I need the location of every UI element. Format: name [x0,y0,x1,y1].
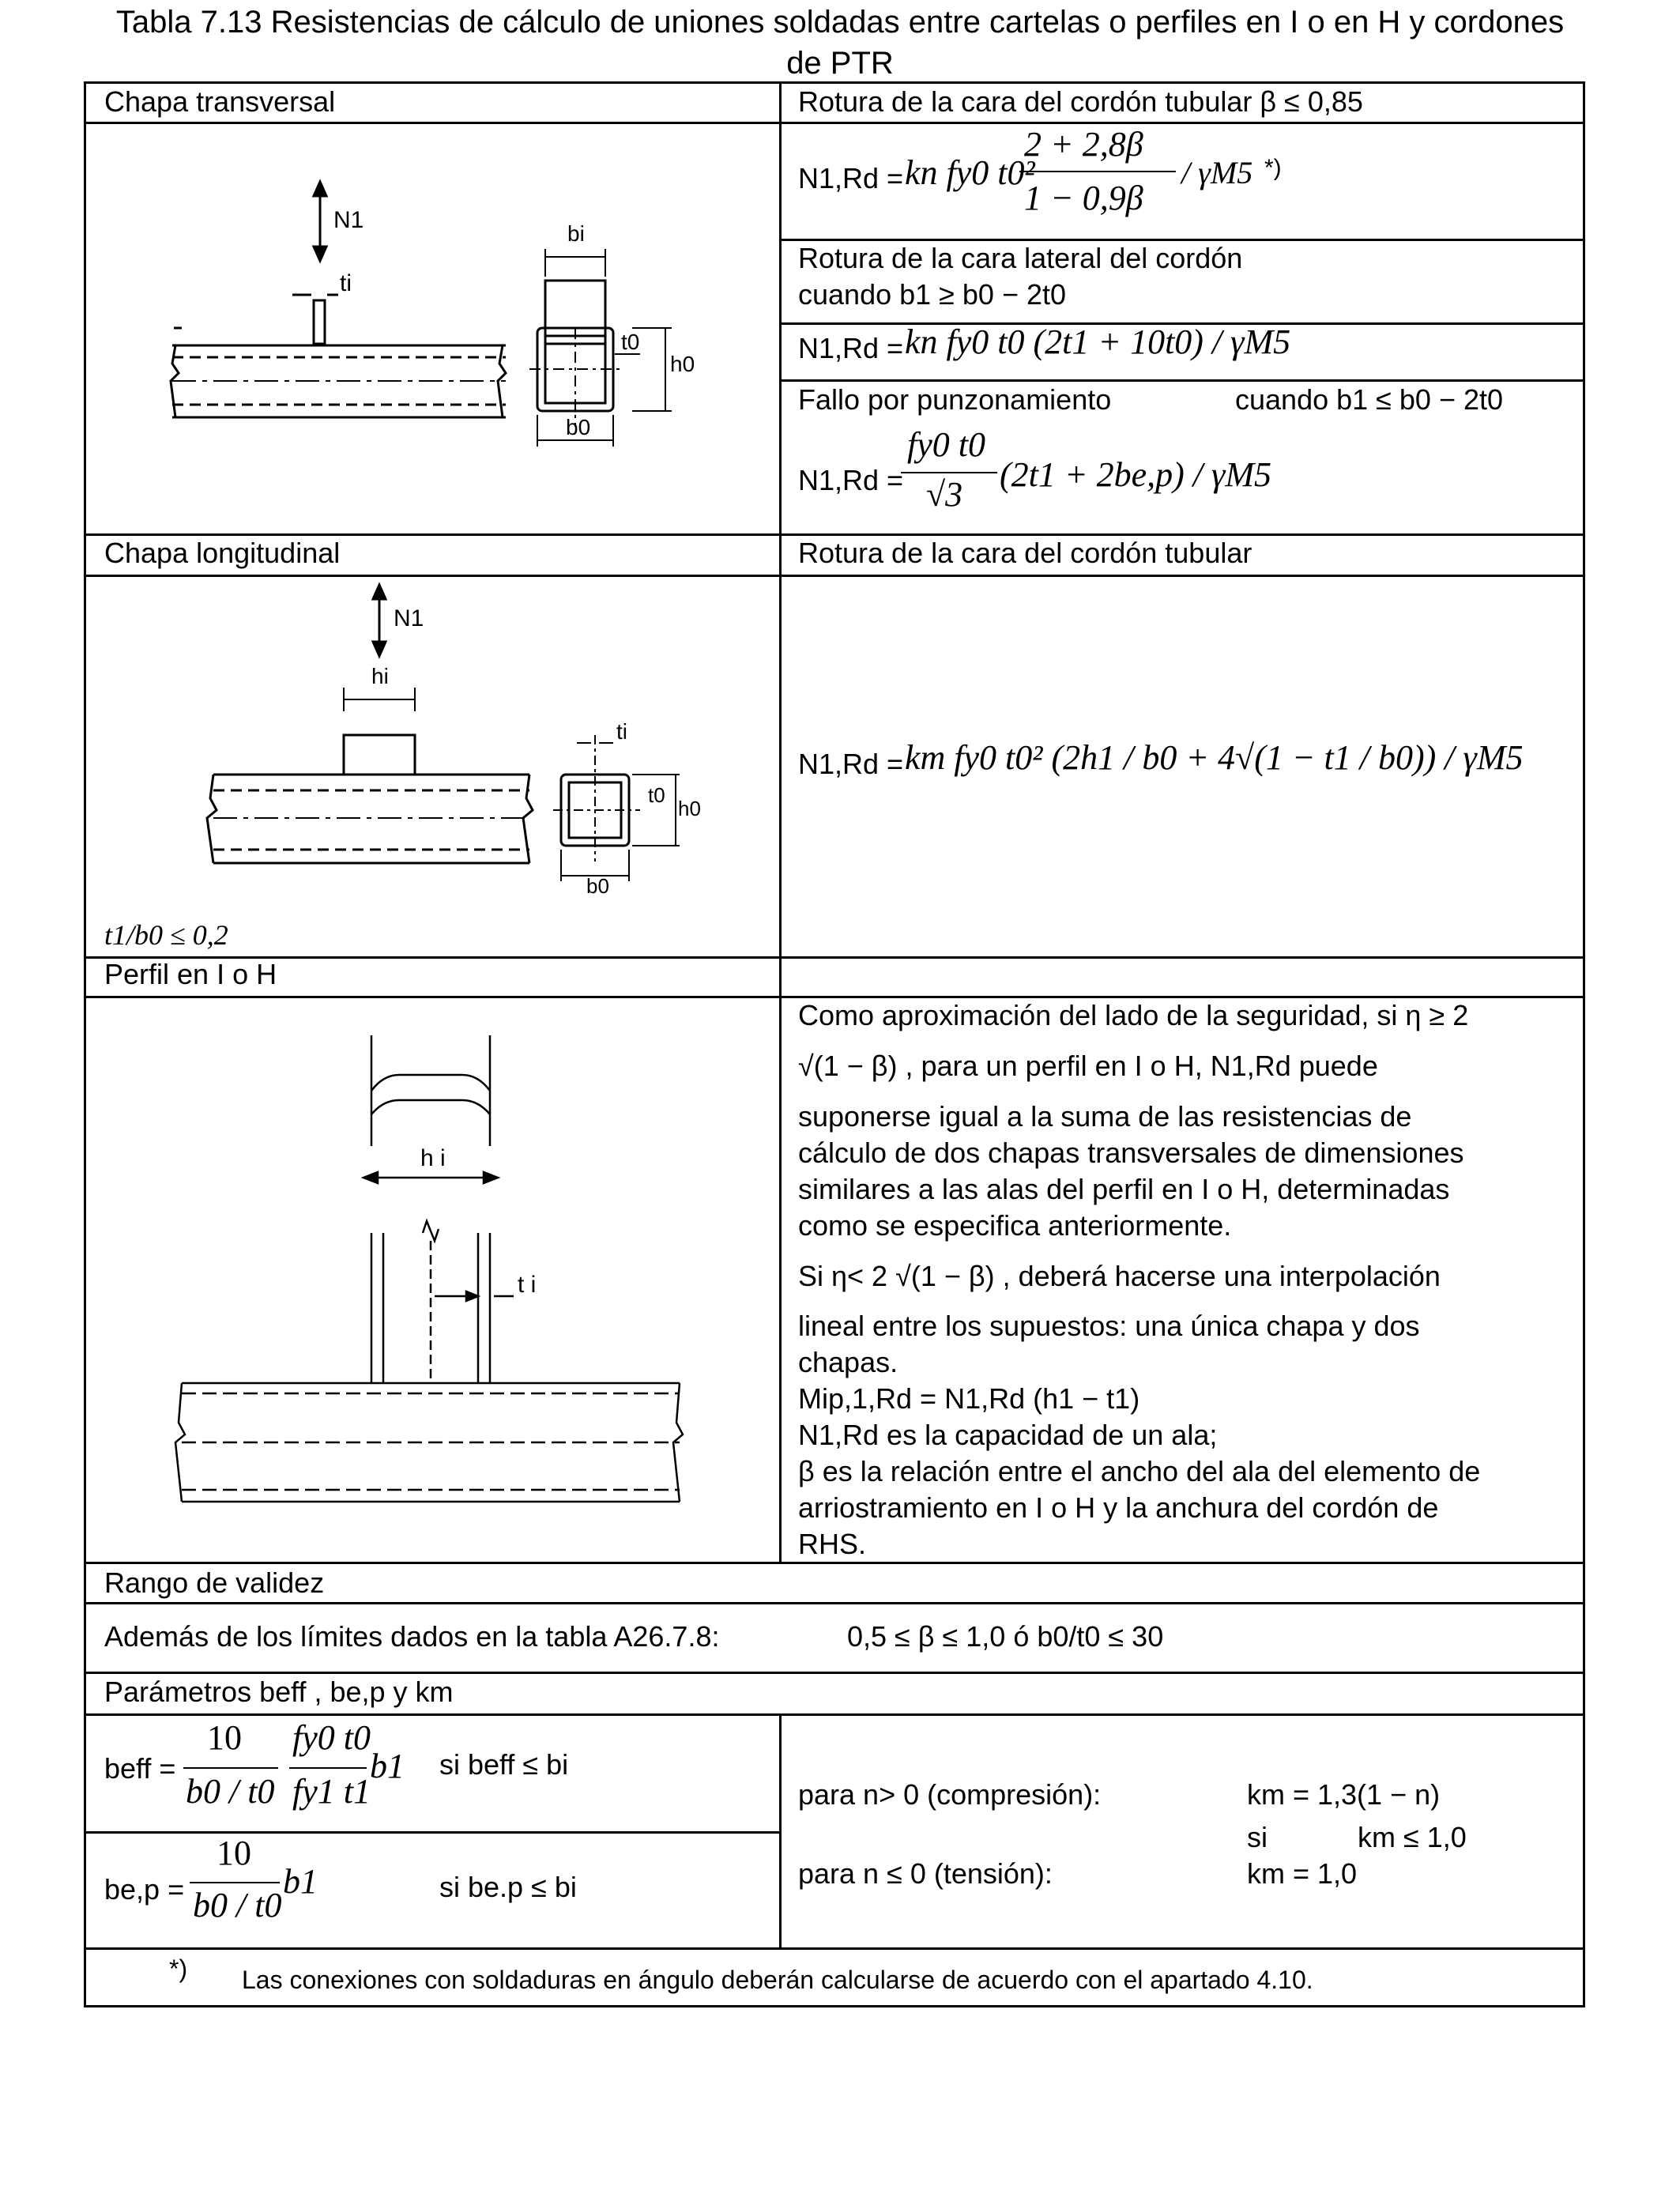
beff-den1: b0 / t0 [186,1772,275,1811]
sec3-line: Si η< 2 √(1 − β) , deberá hacerse una interpolación [798,1260,1441,1292]
rule [84,122,1585,124]
caption-line-2: de PTR [786,46,894,81]
km2-label: para n ≤ 0 (tensión): [798,1857,1053,1890]
fraction-bar [1019,171,1176,172]
sec3-line: √(1 − β) , para un perfil en I o H, N1,Rd puede [798,1050,1378,1082]
km1-cond: km ≤ 1,0 [1358,1821,1467,1853]
i-h-profile-diagram [166,1027,703,1517]
punz-cond: cuando b1 ≤ b0 − 2t0 [1235,383,1504,416]
beff-num1: 10 [207,1718,242,1757]
sec3-line: N1,Rd es la capacidad de un ala; [798,1419,1218,1451]
sec2-left-title: Chapa longitudinal [104,537,341,569]
bep-lhs: be,p = [104,1873,185,1906]
diag2-h-label: hi [371,664,389,688]
sec3-line: β es la relación entre el ancho del ala del elemento de [798,1455,1481,1487]
punz-label: Fallo por punzonamiento [798,383,1112,416]
fraction-bar [901,472,997,473]
sec3-line: chapas. [798,1346,898,1378]
diag1-t-label: ti [340,270,352,296]
range-title: Rango de validez [104,1566,325,1599]
diag2-t-label: ti [616,719,627,744]
footnote-text: Las conexiones con soldaduras en ángulo deberán calcularse de acuerdo con el apartado 4.10. [242,1966,1313,1994]
diag2-b0-label: b0 [586,874,609,898]
diag2-t0-label: t0 [648,783,665,807]
km2-eq: km = 1,0 [1247,1857,1358,1890]
sec3-line: como se especifica anteriormente. [798,1209,1232,1242]
beff-den2: fy1 t1 [292,1772,371,1811]
caption-line-1: Tabla 7.13 Resistencias de cálculo de uniones soldadas entre cartelas o perfiles en I o en H y cordones [115,5,1565,40]
footnote-mark: *) [169,1955,188,1983]
rule [84,1713,1585,1716]
range-text: Además de los límites dados en la tabla A26.7.8: [104,1620,720,1653]
sec3-line: lineal entre los supuestos: una única chapa y dos [798,1310,1420,1342]
sec2-right-title: Rotura de la cara del cordón tubular [798,537,1252,569]
beff-cond: si beff ≤ bi [439,1748,569,1781]
diag3-t-label: t i [518,1272,537,1298]
diag3-h-label: h i [420,1145,446,1171]
eq1-note: *) [1264,155,1282,181]
sec3-line: Como aproximación del lado de la seguridad, si η ≥ 2 [798,999,1469,1031]
table-caption [24,2,1656,84]
km1-label: para n> 0 (compresión): [798,1778,1102,1811]
bep-b: b1 [283,1862,318,1901]
eq1-numerator: 2 + 2,8β [1024,125,1143,164]
diag1-b-top-label: bi [567,221,585,246]
lateral-line-1: Rotura de la cara lateral del cordón [798,242,1243,274]
sec2-note: t1/b0 ≤ 0,2 [104,919,228,951]
transverse-plate-diagram [158,174,711,474]
column-divider [779,81,782,1562]
diag1-t0-label: t0 [621,330,640,354]
sec3-left-title: Perfil en I o H [104,958,277,990]
beff-b: b1 [370,1747,405,1785]
sec2-eq-main: km fy0 t0² (2h1 / b0 + 4√(1 − t1 / b0)) / γM5 [905,738,1524,777]
diag1-h0-label: h0 [670,352,695,376]
km1-si: si [1247,1821,1268,1853]
eq1-tail: / γM5 [1181,155,1253,190]
rule [84,1602,1585,1604]
rule [84,1947,1585,1950]
column-divider [779,1713,782,1947]
sec3-line: suponerse igual a la suma de las resistencias de [798,1100,1412,1133]
sec3-line: similares a las alas del perfil en I o H, determinadas [798,1173,1450,1205]
sec2-eq-lhs: N1,Rd = [798,748,904,780]
eq1-main: kn fy0 t0² [905,153,1035,192]
params-title: Parámetros beff , be,p y km [104,1676,454,1708]
range-limits: 0,5 ≤ β ≤ 1,0 ó b0/t0 ≤ 30 [847,1620,1164,1653]
diag2-n-label: N1 [394,605,424,631]
bep-cond: si be.p ≤ bi [439,1871,577,1903]
eq3-tail: (2t1 + 2be,p) / γM5 [1000,455,1271,494]
sec3-line: Mip,1,Rd = N1,Rd (h1 − t1) [798,1382,1140,1415]
sec1-right-title: Rotura de la cara del cordón tubular β ≤ 0,85 [798,85,1363,118]
fraction-bar [289,1767,367,1769]
eq2-main: kn fy0 t0 (2t1 + 10t0) / γM5 [905,322,1291,361]
rule [84,956,1585,959]
diag1-n-label: N1 [333,207,364,233]
longitudinal-plate-diagram [182,577,735,909]
beff-lhs: beff = [104,1752,176,1785]
sec3-line: cálculo de dos chapas transversales de dimensiones [798,1137,1464,1169]
eq3-numerator: fy0 t0 [907,425,985,464]
sec3-line: RHS. [798,1528,867,1560]
bep-num: 10 [217,1834,251,1872]
eq1-denominator: 1 − 0,9β [1024,179,1143,217]
bep-den: b0 / t0 [193,1886,282,1924]
fraction-bar [183,1767,278,1769]
diag2-h0-label: h0 [678,797,701,820]
eq3-denominator: √3 [926,475,963,514]
km1-eq: km = 1,3(1 − n) [1247,1778,1441,1811]
eq1-lhs: N1,Rd = [798,162,904,194]
beff-num2: fy0 t0 [292,1718,371,1757]
diag1-b0-label: b0 [566,415,591,439]
sec1-left-title: Chapa transversal [104,85,336,118]
fraction-bar [190,1882,280,1883]
eq2-lhs: N1,Rd = [798,332,904,364]
rule [84,1831,781,1834]
eq3-lhs: N1,Rd = [798,464,904,496]
lateral-line-2: cuando b1 ≥ b0 − 2t0 [798,278,1067,311]
sec3-line: arriostramiento en I o H y la anchura del cordón de [798,1491,1439,1524]
